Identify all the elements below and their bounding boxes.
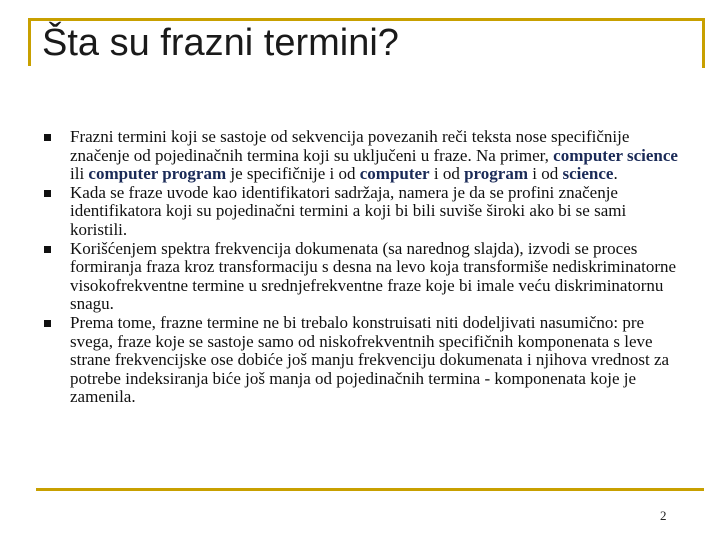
frame-right-rule <box>702 18 705 68</box>
bullet-2-text: Kada se fraze uvode kao identifikatori sadržaja, namera je da se profini značenje identifikatora koji su pojedinačni termini a koji bi bili suviše široki ako bi se sami koristili. <box>70 182 627 239</box>
bullet-1-text-5: i od <box>528 164 563 184</box>
bullet-1-text-3: je specifičnije i od <box>226 164 360 184</box>
bullet-1-text-4: i od <box>429 164 465 184</box>
bullet-item-3 <box>44 240 684 314</box>
term-computer-program: computer program <box>88 164 227 184</box>
term-computer-science: computer science <box>553 145 678 165</box>
bottom-rule <box>36 488 704 491</box>
bullet-3-text: Korišćenjem spektra frekvencija dokumenata (sa narednog slajda), izvodi se proces formiranja fraza kroz transformaciju s desna na levo koja transformiše nediskriminatorne visokofrekventne termine u srednjefrekventne fraze koje bi imale veću diskriminatornu snagu. <box>70 238 677 314</box>
square-bullet-icon <box>44 190 51 197</box>
page-number: 2 <box>660 508 667 523</box>
bullet-1-text-6: . <box>613 164 618 184</box>
square-bullet-icon <box>44 246 51 253</box>
term-science: science <box>562 164 614 184</box>
square-bullet-icon <box>44 320 51 327</box>
bullet-list <box>44 128 684 407</box>
term-computer: computer <box>359 164 430 184</box>
term-program: program <box>464 164 528 184</box>
bullet-item-1 <box>44 128 684 184</box>
frame-top-rule <box>28 18 704 21</box>
bullet-item-4 <box>44 314 684 407</box>
bullet-1-text-2: ili <box>70 164 89 184</box>
bullet-4-text: Prema tome, frazne termine ne bi trebalo konstruisati niti dodeljivati nasumično: pre svega, fraze koje se sastoje samo od niskofrekventnih specifičnih komponenata s leve strane frekvencijske ose dobiće još manju frekvenciju dokumenata i njihova vrednost za potrebe indeksiranja biće još manja od pojedinačnih termina - komponenata koje je zamenila. <box>70 312 670 407</box>
bullet-item-2 <box>44 184 684 240</box>
square-bullet-icon <box>44 134 51 141</box>
frame-left-rule <box>28 18 31 66</box>
bullet-1-text-1: Frazni termini koji se sastoje od sekvencija povezanih reči teksta nose specifičnije značenje od pojedinačnih termina koji su uključeni u fraze. Na primer, <box>70 127 630 165</box>
slide-title: Šta su frazni termini? <box>42 22 403 65</box>
